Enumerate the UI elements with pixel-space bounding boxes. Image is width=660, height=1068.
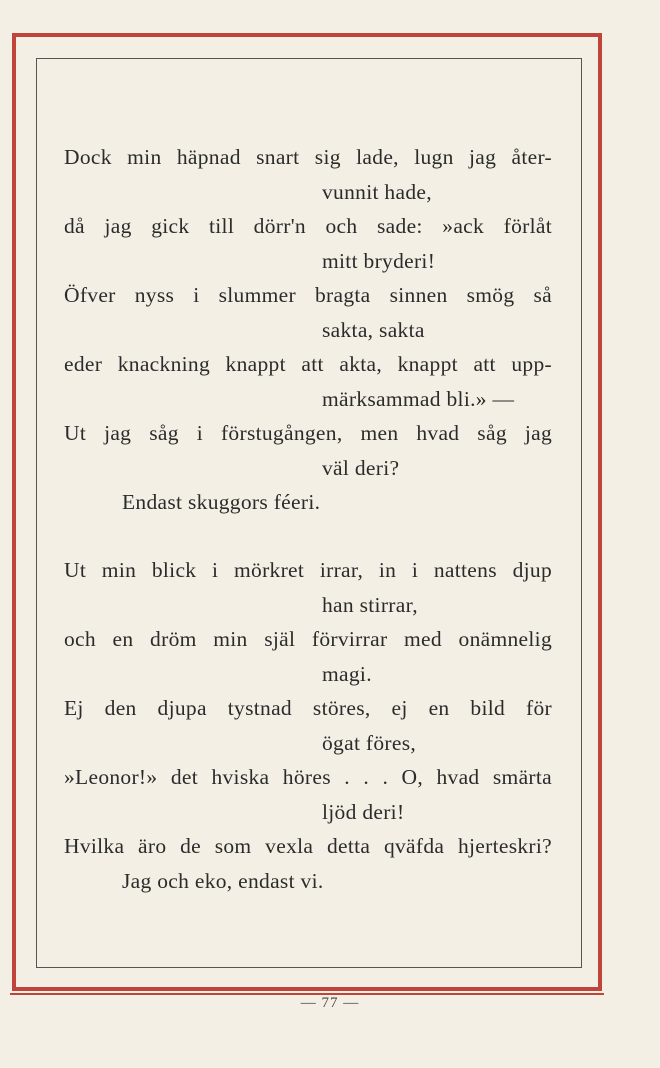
verse-line: Dock min häpnad snart sig lade, lugn jag åter- bbox=[64, 145, 552, 169]
verse-line: magi. bbox=[322, 661, 372, 686]
verse-line: vunnit hade, bbox=[322, 179, 432, 204]
verse-line: ögat föres, bbox=[322, 730, 417, 755]
verse-line: eder knackning knappt att akta, knappt att upp- bbox=[64, 352, 552, 376]
verse-line: märksammad bli.» — bbox=[322, 386, 515, 411]
verse-line: väl deri? bbox=[322, 455, 400, 480]
verse-line: Ut jag såg i förstugången, men hvad såg jag bbox=[64, 421, 552, 445]
stanza-1 bbox=[64, 140, 552, 520]
verse-line: ljöd deri! bbox=[322, 799, 405, 824]
verse-line: Ut min blick i mörkret irrar, in i nattens djup bbox=[64, 558, 552, 582]
stanza-2 bbox=[64, 553, 552, 898]
verse-line: då jag gick till dörr'n och sade: »ack förlåt bbox=[64, 214, 552, 238]
verse-line: »Leonor!» det hviska höres . . . O, hvad smärta bbox=[64, 765, 552, 789]
verse-line: Hvilka äro de som vexla detta qväfda hjerteskri? bbox=[64, 834, 552, 858]
verse-line: sakta, sakta bbox=[322, 317, 425, 342]
refrain-line: Endast skuggors féeri. bbox=[122, 490, 321, 514]
verse-line: han stirrar, bbox=[322, 592, 418, 617]
page-number: — 77 — bbox=[300, 995, 360, 1011]
verse-line: Öfver nyss i slummer bragta sinnen smög så bbox=[64, 283, 552, 307]
verse-line: mitt bryderi! bbox=[322, 248, 436, 273]
refrain-line: Jag och eko, endast vi. bbox=[122, 868, 324, 893]
verse-line: och en dröm min själ förvirrar med onämnelig bbox=[64, 627, 552, 651]
verse-line: Ej den djupa tystnad störes, ej en bild för bbox=[64, 696, 552, 720]
